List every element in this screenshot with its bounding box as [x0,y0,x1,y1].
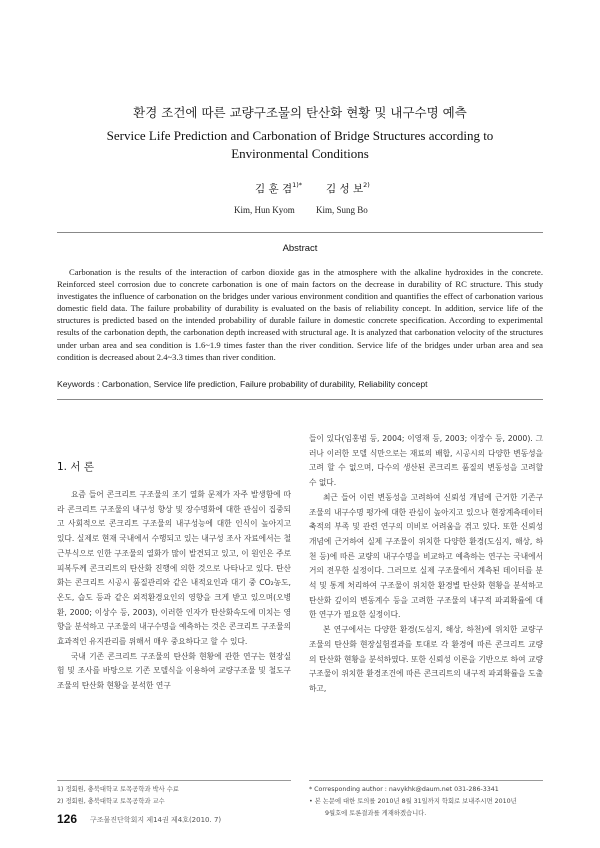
abstract-heading: Abstract [282,243,318,254]
footnote: 2) 정회원, 충북대학교 토목공학과 교수 [57,798,165,805]
paragraph: 최근 들어 이런 변동성을 고려하여 신뢰성 개념에 근거한 기존구조물의 내구수명 평가에 대한 관심이 높아지고 있으나 현장계측데이터 축적의 부족 및 관련 연구의 미비로 어려움을 겪고 있다. 또한 신뢰성 개념에 근거하여 실제 구조물이 위치한 다양한 환경(도심지, 해상, 하천 등)에 따른 교량의 내구수명을 비교하고 예측하는 연구는 국내에서 거의 전무한 실정이다. 그러므로 실제 구조물에서 계측된 데이터를 분석 및 통계 처리하여 구조물이 위치한 환경별 탄산화 현황을 분석하고 탄산화 깊이의 변동계수 등을 고려한 구조물의 내구적 파괴확률에 대한 연구가 필요한 실정이다. [309,492,543,620]
footnote-corresponding: * Corresponding author : navykhk@daum.net 031-286-3341 [309,786,499,793]
author-1-korean [255,181,302,196]
keywords [57,379,543,389]
body-column-right [309,432,543,697]
body-column-left [57,488,291,694]
paper-title-english [60,127,540,163]
footnotes-left [57,784,291,808]
page-number: 126 [57,812,78,826]
footnote-discussion: • 본 논문에 대한 토의를 2010년 8월 31일까지 학회로 보내주시면 2010년 [309,798,517,805]
author-2-sup: 2) [363,181,370,189]
paragraph: 본 연구에서는 다양한 환경(도심지, 해상, 하천)에 위치한 교량구조물의 탄산화 현장실험결과를 토대로 각 환경에 따른 콘크리트 교량의 탄산화 현황을 분석하였다. 또한 신뢰성 이론을 기반으로 하여 교량구조물이 위치한 환경조건에 따른 콘크리트의 내구적 파괴확률을 도출하고, [309,625,543,693]
author-2-english: Kim, Sung Bo [316,205,368,215]
paragraph: 요즘 들어 콘크리트 구조물의 조기 열화 문제가 자주 발생함에 따라 콘크리트 구조물의 내구성 향상 및 장수명화에 대한 관심이 집중되고 사회적으로 콘크리트 구조물의 내구성능에 대한 인식이 높아지고 있다. 실제로 현재 국내에서 수행되고 있는 내구성 조사 자료에서는 철근부식으로 인한 구조물의 열화가 많이 발견되고 있고, 이 원인은 주로 피복두께 콘크리트의 탄산화 진행에 의한 것으로 나타나고 있다. 탄산화는 콘크리트 시공시 품질관리와 같은 내적요인과 대기 중 CO₂농도, 온도, 습도 등과 같은 외적환경요인의 영향을 크게 받고 있으며(오병환, 2000; 이상수 등, 2003), 이러한 인자가 탄산화속도에 미치는 영향을 분석하고 구조물의 내구수명을 예측하는 것은 콘크리트 구조물의 효과적인 유지관리를 위해서 매우 중요하다고 할 수 있다. [57,490,291,647]
paper-title-korean: 환경 조건에 따른 교량구조물의 탄산화 현황 및 내구수명 예측 [133,105,467,120]
footnote-rule-left [57,780,291,781]
author-1-sup: 1)* [292,181,303,189]
abstract-body [57,266,543,363]
footnote: 1) 정회원, 충북대학교 토목공학과 박사 수료 [57,786,179,793]
title-en-line1: Service Life Prediction and Carbonation of Bridge Structures according to [106,128,494,143]
author-1-english: Kim, Hun Kyom [234,205,295,215]
abstract-bottom-rule [57,399,543,400]
journal-info: 구조물진단학회지 제14권 제4호(2010. 7) [90,816,222,824]
footnotes-right [309,784,543,820]
abstract-top-rule [57,232,543,233]
author-2-korean [326,181,370,196]
abstract-text: Carbonation is the results of the interaction of carbon dioxide gas in the atmosphere with the alkaline hydroxides in the concrete. Reinforced steel corrosion due to concrete carbonation is one of main factors on the decrease in durability of RC structure. This study investigates the influence of carbonation on the bridges under various environment condition and quantifies the effect of carbonation various domestic field data. The failure probability of durability is evaluated on the basis of reliability concept. In addition, service life of the structures is predicted based on the intended probability of durable failure in domestic concrete specification. According to experimental results of the carbonation depth, the carbonation depth increased with structural age. It is analyzed that carbonation velocity of the structures under urban area and sea condition is 1.6~1.9 times faster than the river condition. Service life of the bridges under urban area and sea condition is decreased about 2.4~3.3 times than river condition. [57,267,543,362]
paragraph: 국내 기존 콘크리트 구조물의 탄산화 현황에 관한 연구는 현장실험 및 조사를 바탕으로 기존 모델식을 이용하여 교량구조물 및 철도구조물의 탄산화 현황을 분석한 연구 [57,651,291,691]
keywords-label: Keywords : [57,379,100,389]
footnote-rule-right [309,780,543,781]
section-heading-introduction: 1. 서 론 [57,461,94,473]
paragraph: 들이 있다(임홍범 등, 2004; 이영재 등, 2003; 이장수 등, 2000). 그러나 이러한 모델 식만으로는 재료의 배합, 시공시의 다양한 변동성을 고려 할 수 없으며, 다수의 생산된 콘크리트 품질의 변동성을 고려할 수 없다. [309,434,543,488]
author-2-name: 김 성 보 [326,183,364,195]
author-1-name: 김 훈 겸 [255,183,293,195]
keywords-text: Carbonation, Service life prediction, Failure probability of durability, Reliability concept [101,379,428,389]
footnote-discussion-cont: 9월호에 토론결과를 게재하겠습니다. [325,810,427,817]
title-en-line2: Environmental Conditions [231,146,369,161]
